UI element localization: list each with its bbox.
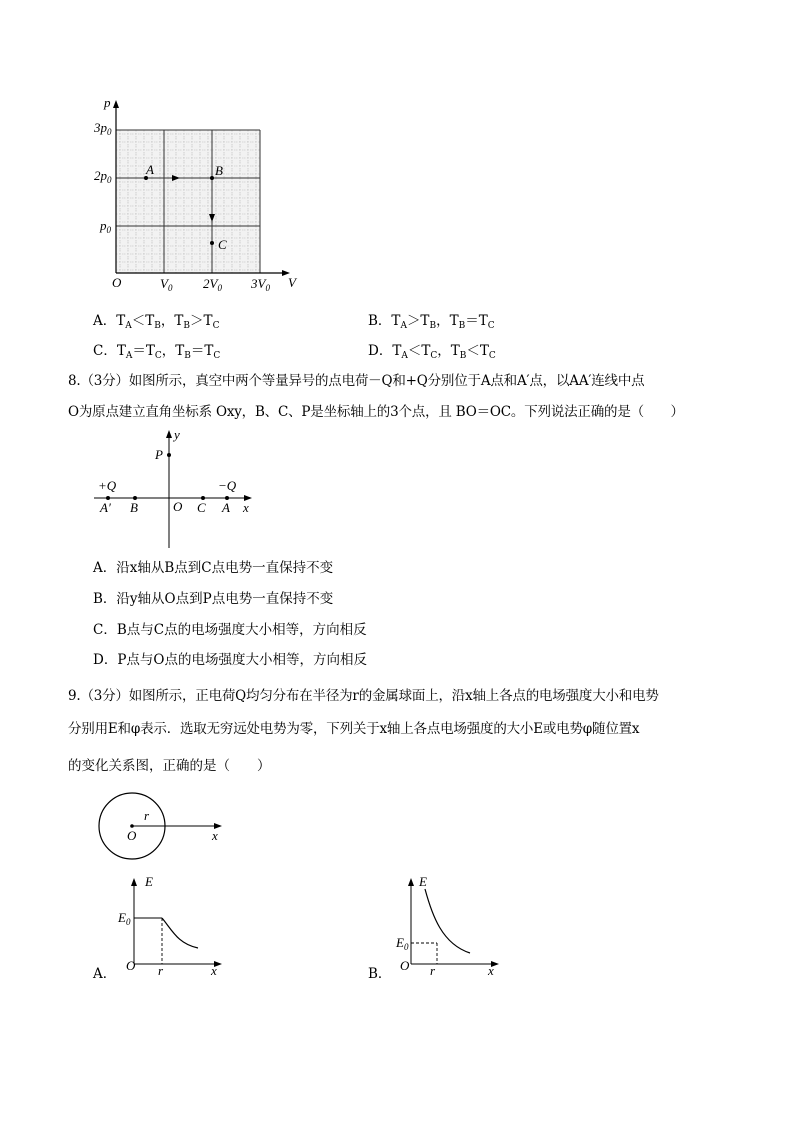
q9-sphere-x-label: x — [212, 828, 218, 843]
q7-pv-graph — [84, 95, 314, 300]
q8-option-b: B．沿y轴从O点到P点电势一直保持不变 — [93, 591, 334, 607]
q8-option-d: D．P点与O点的电场强度大小相等，方向相反 — [93, 652, 367, 668]
q8-x-label: x — [243, 500, 249, 515]
q7-axis-v-label: V — [288, 275, 296, 290]
q7-option-a: A．$T_A<T_B$，$T_B>T_C$ — [93, 313, 220, 331]
q9-graph-a-y-label: E — [145, 874, 153, 889]
q8-a-label: A — [222, 500, 230, 515]
q7-tick-3p0: $3p_0$ — [94, 120, 112, 137]
q8-a-prime-label: A′ — [100, 500, 111, 515]
q9-graph-b-o-label: O — [400, 958, 410, 973]
q9-sphere-r-label: r — [144, 808, 150, 823]
point-c-dot — [210, 241, 214, 245]
q7-tick-2v0: $2V_0$ — [203, 276, 222, 293]
q9-stem-line3: 的变化关系图，正确的是（ ） — [68, 758, 271, 774]
q7-tick-2p0: $2p_0$ — [94, 168, 112, 185]
q7-option-b: B．$T_A>T_B$，$T_B=T_C$ — [368, 313, 495, 331]
q8-y-label: y — [174, 427, 180, 442]
q9-graph-a-e0-label: $E_0$ — [118, 910, 131, 927]
q7-option-c: C．$T_A=T_C$，$T_B=T_C$ — [93, 343, 221, 361]
q9-graph-b-y-label: E — [419, 874, 427, 889]
q9-graph-a-r-label: r — [158, 963, 164, 978]
q9-graph-a-o-label: O — [126, 958, 136, 973]
q8-b-label: B — [130, 500, 138, 515]
q8-o-label: O — [173, 499, 183, 514]
q9-sphere-o-label: O — [127, 828, 137, 843]
q7-point-b-label: B — [215, 163, 223, 178]
q7-option-d: D．$T_A<T_C$，$T_B<T_C$ — [368, 343, 496, 361]
q8-stem-line2: O为原点建立直角坐标系 Oxy，B、C、P是坐标轴上的3个点，且 BO＝OC。下列说法正确的是（ ） — [68, 404, 684, 420]
q8-c-label: C — [197, 500, 206, 515]
q7-origin-label: O — [112, 275, 122, 290]
point-b-dot — [210, 176, 214, 180]
q9-stem-line1: 9.（3分）如图所示，正电荷Q均匀分布在半径为r的金属球面上，沿x轴上各点的电场强度大小和电势 — [68, 688, 659, 704]
q9-graph-b-e0-label: $E_0$ — [396, 935, 409, 952]
q9-graph-a-x-label: x — [211, 963, 217, 978]
q7-axis-p-label: p — [104, 95, 111, 110]
q9-graph-b-r-label: r — [430, 963, 436, 978]
q8-stem-line1: 8.（3分）如图所示，真空中两个等量异号的点电荷－Q和+Q分别位于A点和A′点，以AA′连线中点 — [68, 373, 645, 389]
q9-option-a-letter: A． — [93, 966, 117, 982]
q9-sphere-figure — [94, 788, 229, 868]
q9-graph-b-x-label: x — [488, 963, 494, 978]
q7-point-c-label: C — [218, 237, 227, 252]
q8-p-label: P — [155, 447, 163, 462]
q7-tick-v0: $V_0$ — [160, 276, 173, 293]
q7-tick-3v0: $3V_0$ — [251, 276, 270, 293]
q8-plus-q-label: +Q — [98, 478, 117, 493]
q8-minus-q-label: −Q — [218, 478, 237, 493]
q7-point-a-label: A — [146, 162, 154, 177]
q8-option-a: A．沿x轴从B点到C点电势一直保持不变 — [93, 560, 334, 576]
q9-stem-line2: 分别用E和φ表示．选取无穷远处电势为零，下列关于x轴上各点电场强度的大小E或电势φ随位置x — [68, 721, 640, 737]
q8-option-c: C．B点与C点的电场强度大小相等，方向相反 — [93, 622, 367, 638]
q9-graph-b — [396, 872, 501, 972]
q7-tick-p0: $p_0$ — [100, 218, 111, 235]
q9-graph-a — [120, 872, 225, 972]
q9-option-b-letter: B． — [368, 966, 392, 982]
